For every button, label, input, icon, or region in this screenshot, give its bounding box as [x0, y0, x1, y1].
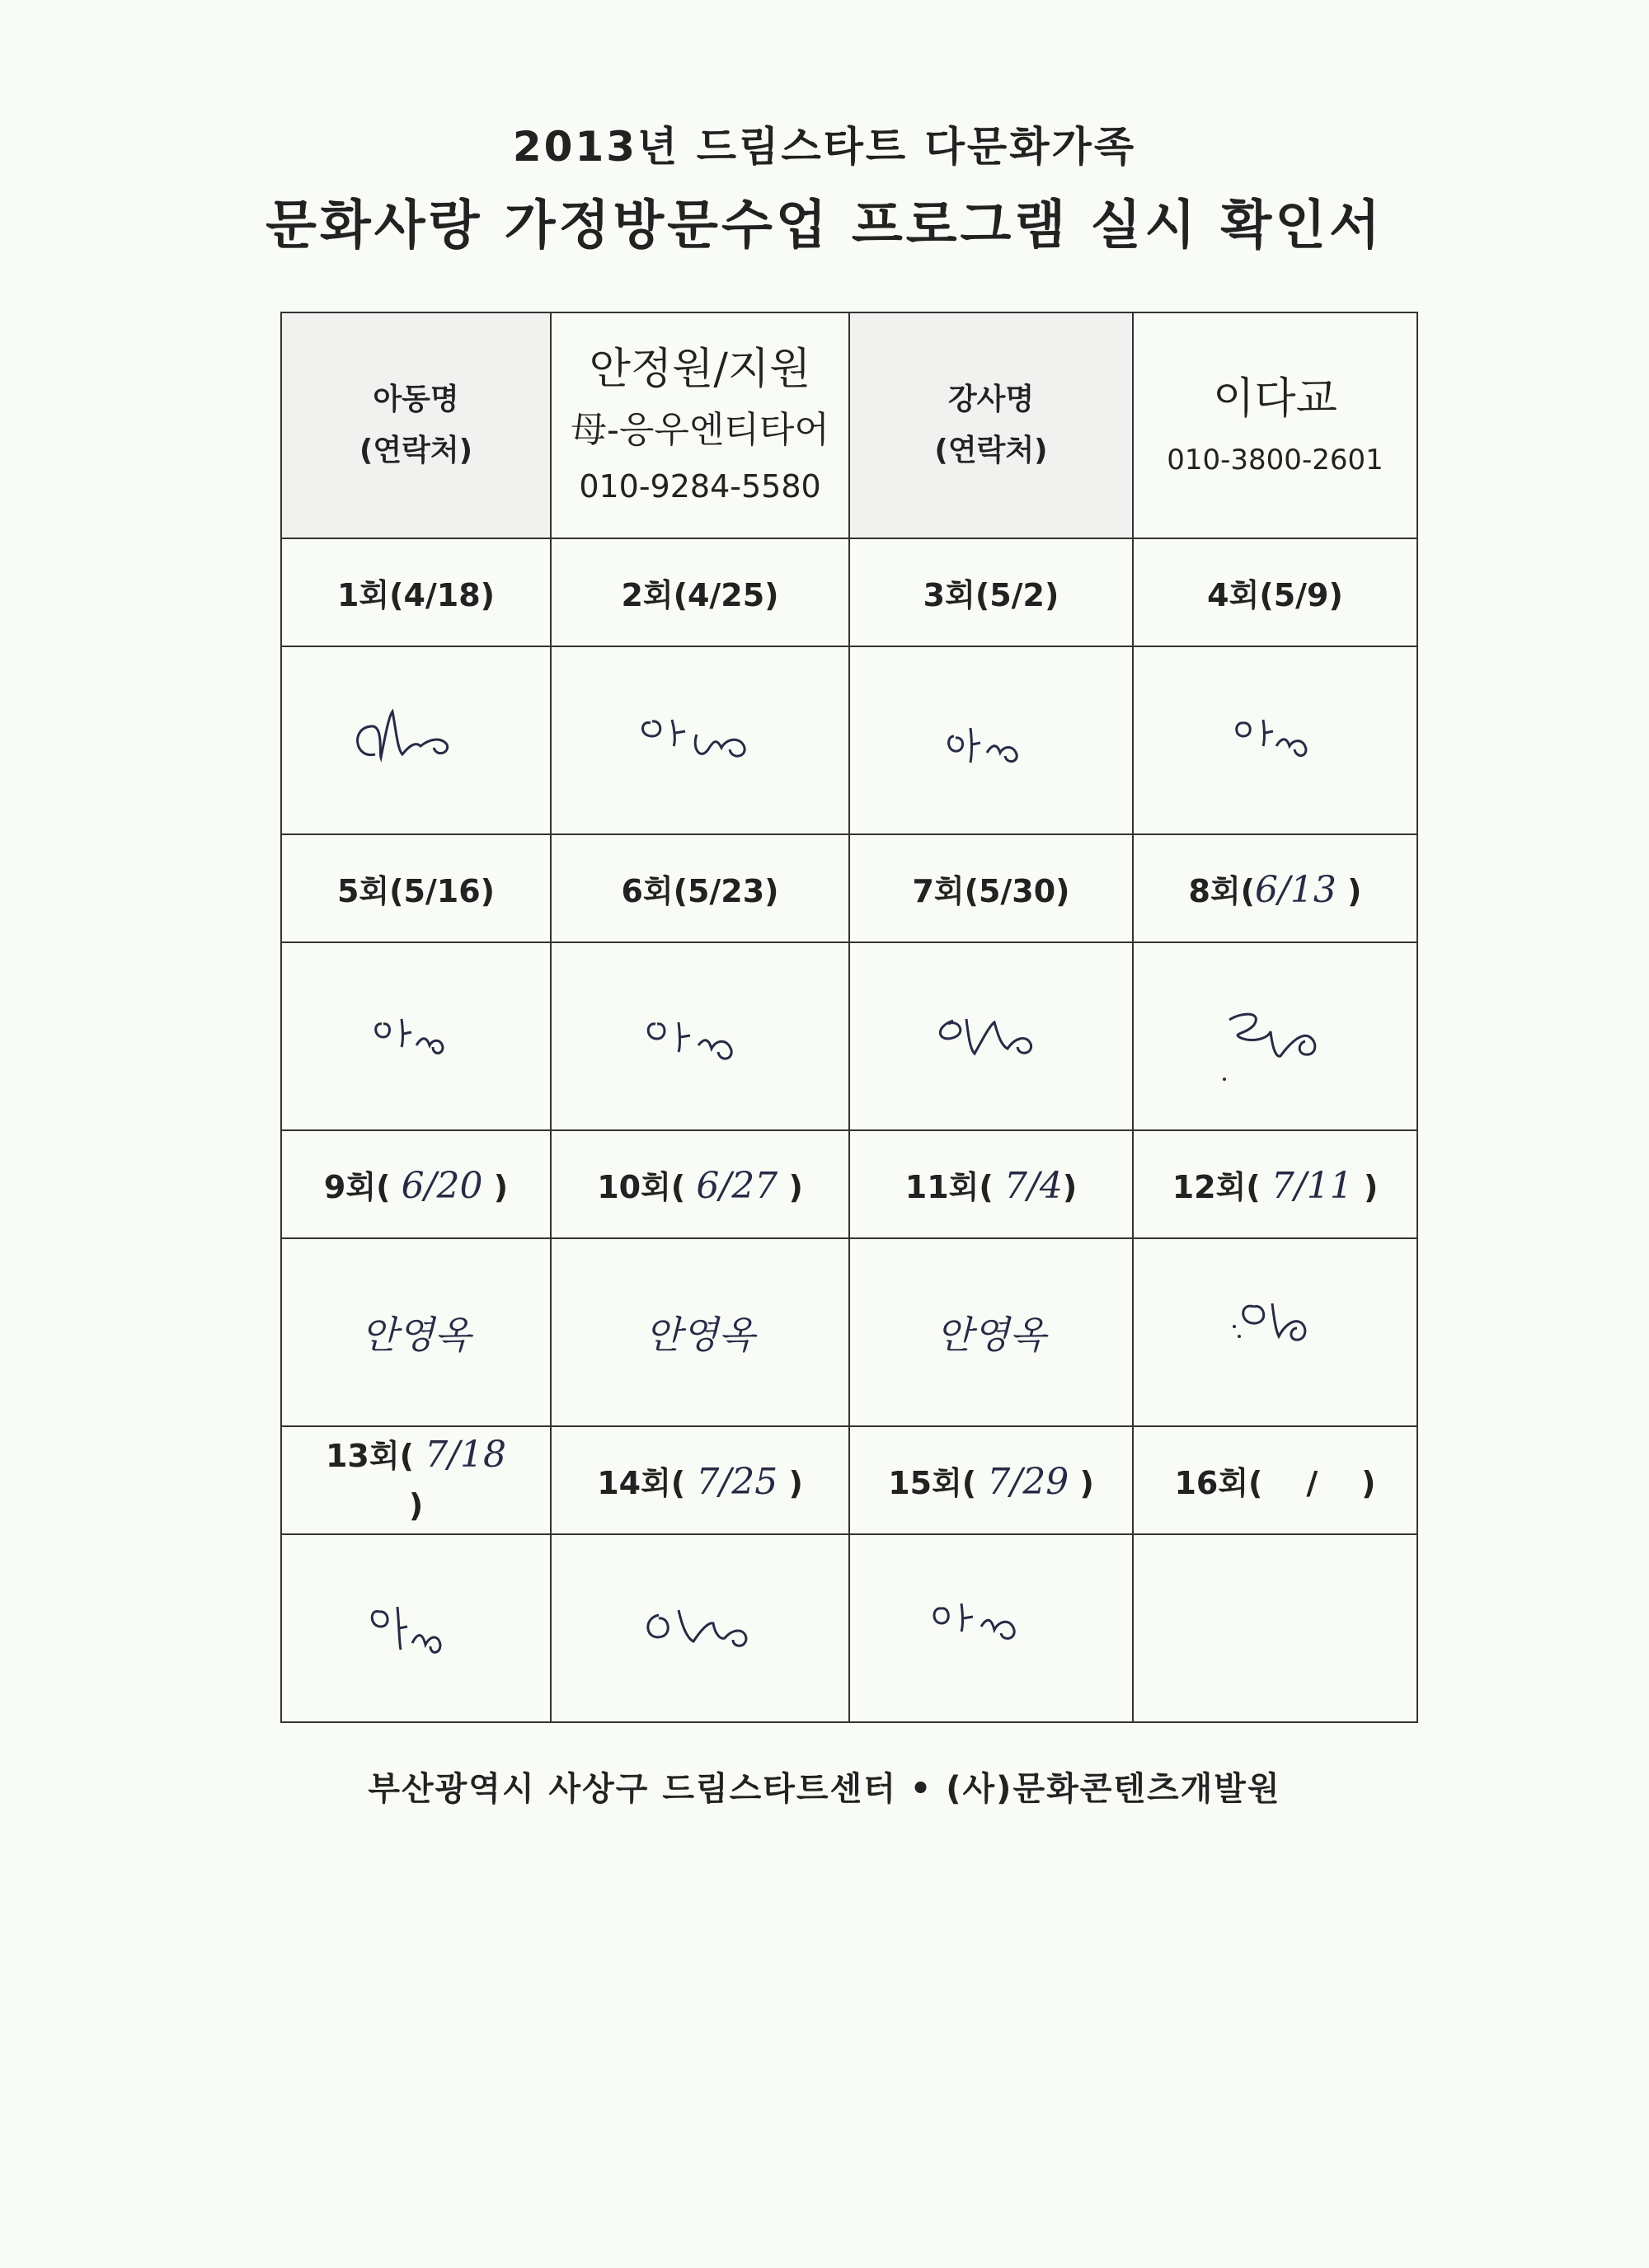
session-label-row: [281, 538, 1417, 646]
child-contact-label: (연락처): [359, 434, 473, 467]
child-phone: 010-9284-5580: [579, 468, 821, 505]
session-label-16: 16회( / ): [1133, 1426, 1417, 1534]
document-title: 문화사랑 가정방문수업 프로그램 실시 확인서: [265, 195, 1384, 256]
session-label-9: 9회( 6/20 ): [281, 1130, 551, 1238]
signature-5: [350, 991, 482, 1082]
signature-cell-1: [281, 646, 551, 834]
handwritten-date: 6/20: [401, 1165, 483, 1207]
signature-11: 안영옥: [936, 1312, 1046, 1357]
teacher-label: 강사명: [947, 383, 1035, 416]
child-label: 아동명: [373, 383, 459, 416]
session-label-2: 2회(4/25): [551, 538, 849, 646]
attendance-table: [280, 312, 1418, 1723]
teacher-contact-label: (연락처): [934, 434, 1048, 467]
signature-cell-16: [1133, 1534, 1417, 1722]
session-label-11: 11회( 7/4): [849, 1130, 1133, 1238]
signature-1: [338, 695, 495, 786]
signature-cell-9: [281, 1238, 551, 1426]
signature-cell-13: [281, 1534, 551, 1722]
handwritten-date: 7/11: [1271, 1165, 1353, 1207]
signature-row: [281, 942, 1417, 1130]
signature-8: [1193, 987, 1358, 1086]
document-subtitle: 2013년 드림스타트 다문화가족: [512, 123, 1137, 171]
signature-cell-2: [551, 646, 849, 834]
session-label-13: 13회( 7/18 ): [281, 1426, 551, 1534]
teacher-info-cell: [1133, 312, 1417, 538]
signature-10: 안영옥: [645, 1312, 755, 1357]
signature-14: [618, 1579, 782, 1678]
signature-cell-14: [551, 1534, 849, 1722]
child-label-cell: [281, 312, 551, 538]
handwritten-date: 7/4: [1004, 1165, 1063, 1207]
handwritten-date: 6/13: [1255, 869, 1337, 911]
signature-cell-8: [1133, 942, 1417, 1130]
signature-3: [921, 695, 1061, 786]
handwritten-date: 6/27: [696, 1165, 778, 1207]
signature-cell-3: [849, 646, 1133, 834]
handwritten-date: 7/29: [987, 1461, 1069, 1503]
signature-13: [346, 1579, 486, 1678]
teacher-label-cell: [849, 312, 1133, 538]
session-label-14: 14회( 7/25 ): [551, 1426, 849, 1534]
signature-cell-10: [551, 1238, 849, 1426]
signature-cell-12: [1133, 1238, 1417, 1426]
session-label-5: 5회(5/16): [281, 834, 551, 942]
session-label-row: [281, 1130, 1417, 1238]
session-label-6: 6회(5/23): [551, 834, 849, 942]
teacher-name: 이다교: [1213, 374, 1337, 424]
signature-9: 안영옥: [360, 1312, 472, 1357]
session-label-8: 8회(6/13 ): [1133, 834, 1417, 942]
signature-7: [909, 991, 1073, 1082]
signature-row: [281, 1534, 1417, 1722]
signature-4: [1205, 695, 1346, 786]
session-label-row: [281, 834, 1417, 942]
child-info-cell: [551, 312, 849, 538]
session-label-4: 4회(5/9): [1133, 538, 1417, 646]
signature-cell-6: [551, 942, 849, 1130]
handwritten-date: 7/25: [696, 1461, 778, 1503]
handwritten-date: 7/18: [425, 1434, 506, 1476]
session-label-7: 7회(5/30): [849, 834, 1133, 942]
signature-row: [281, 1238, 1417, 1426]
session-label-row: [281, 1426, 1417, 1534]
signature-15: [909, 1579, 1073, 1678]
signature-cell-7: [849, 942, 1133, 1130]
signature-cell-11: [849, 1238, 1133, 1426]
signature-cell-4: [1133, 646, 1417, 834]
session-label-15: 15회( 7/29 ): [849, 1426, 1133, 1534]
session-label-1: 1회(4/18): [281, 538, 551, 646]
signature-cell-15: [849, 1534, 1133, 1722]
signature-2: [618, 695, 782, 786]
teacher-phone: 010-3800-2601: [1167, 444, 1384, 477]
child-name: 안정원/지원: [589, 345, 811, 394]
signature-12: [1193, 1279, 1358, 1386]
session-label-10: 10회( 6/27 ): [551, 1130, 849, 1238]
info-row: [281, 312, 1417, 538]
signature-6: [626, 991, 774, 1082]
session-label-3: 3회(5/2): [849, 538, 1133, 646]
signature-cell-5: [281, 942, 551, 1130]
document-footer: 부산광역시 사상구 드림스타트센터 • (사)문화콘텐츠개발원: [368, 1770, 1281, 1808]
signature-row: [281, 646, 1417, 834]
child-mother-name: 母-응우엔티타어: [571, 409, 829, 451]
session-label-12: 12회( 7/11 ): [1133, 1130, 1417, 1238]
